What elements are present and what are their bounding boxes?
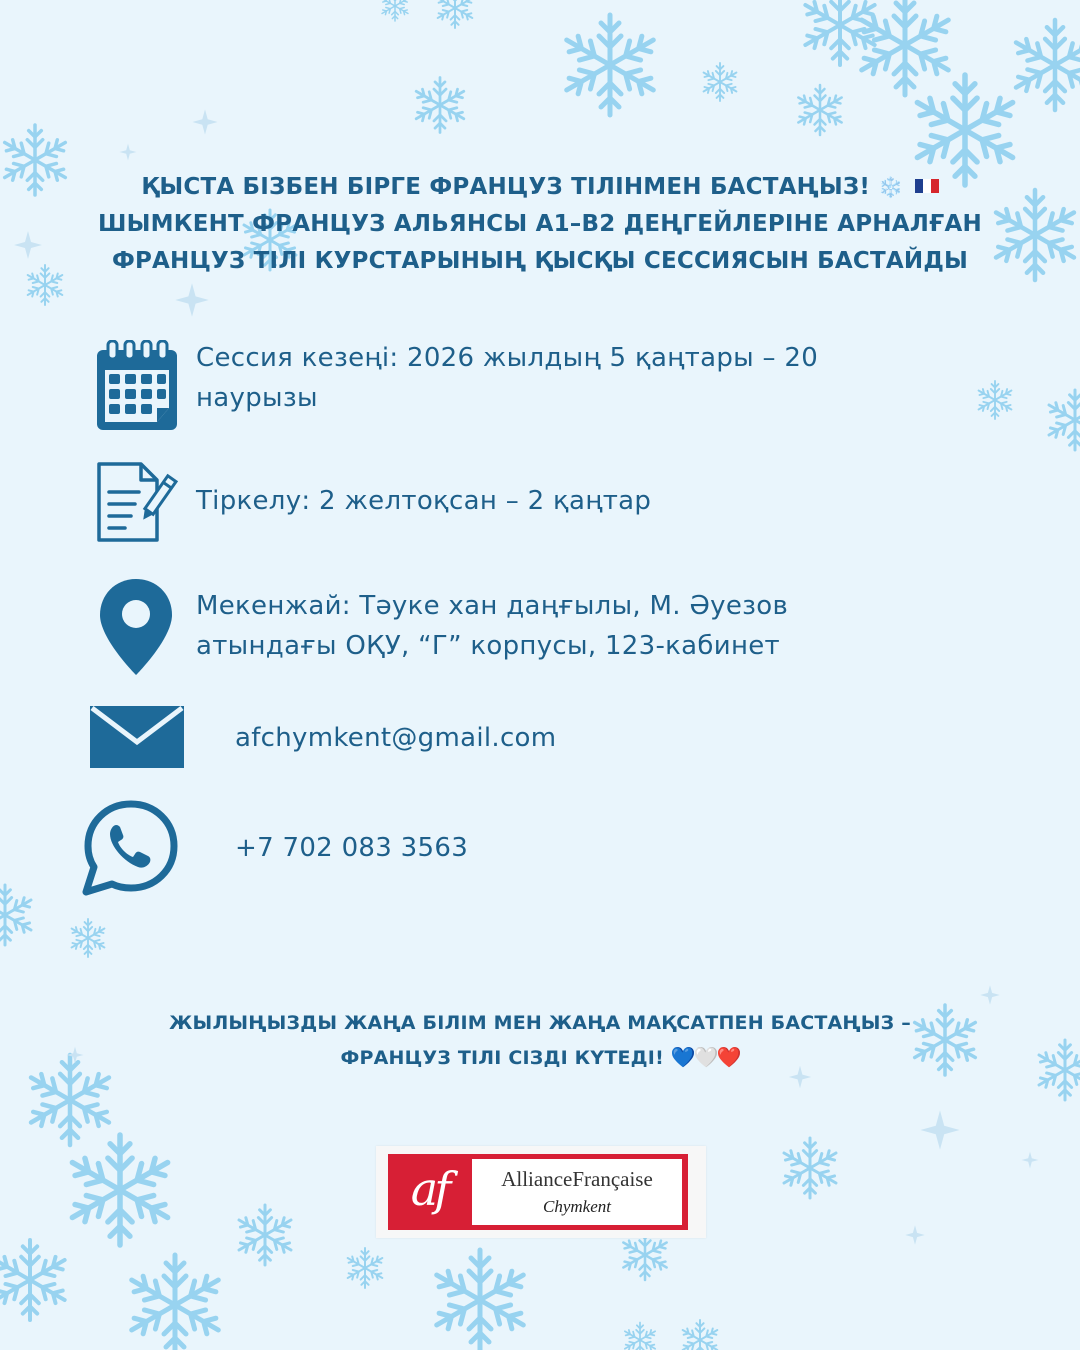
phone-number[interactable]: +7 702 083 3563 [235,833,469,863]
snowflake-icon [561,15,659,115]
snowflake-icon [126,1255,224,1350]
heading-line-2: ШЫМКЕНТ ФРАНЦУЗ АЛЬЯНСЫ А1–В2 ДЕҢГЕЙЛЕРІНЕ АРНАЛҒАН [97,211,983,237]
registration-period: Тіркелу: 2 желтоқсан – 2 қаңтар [196,486,652,516]
snowflake-icon [796,85,845,135]
heading [40,168,1040,280]
snowflake-icon [435,0,474,28]
snowflake-icon [623,1323,657,1350]
address: Мекенжай: Тәуке хан даңғылы, М. Әуезов атындағы ОҚУ, “Г” корпусы, 123-кабинет [196,591,789,661]
snowflake-icon [0,1240,69,1320]
session-period: Сессия кезеңі: 2026 жылдың 5 қаңтары – 20 наурызы [196,343,819,413]
snowflake-icon [431,1250,529,1350]
snowflake-icon [69,919,106,957]
document-pen-icon [95,460,179,544]
snowflake-icon [1036,1040,1080,1100]
closing-line-2: ФРАНЦУЗ ТІЛІ СІЗДІ КҮТЕДІ! [340,1047,664,1069]
snowflake-icon [0,885,34,945]
snowflake-icon [380,0,409,21]
snowflake-icon [976,381,1013,419]
snowflake-emoji-icon: ❄️ [878,175,904,199]
logo-city: Chymkent [543,1197,611,1216]
alliance-francaise-logo [376,1146,706,1238]
snowflake-icon [701,63,738,101]
snowflake-icon [781,1138,840,1198]
heading-line-3: ФРАНЦУЗ ТІЛІ КУРСТАРЫНЫҢ ҚЫСҚЫ СЕССИЯСЫН БАСТАЙДЫ [111,248,969,274]
location-pin-icon [98,577,174,677]
snowflake-icon [236,1205,295,1265]
snowflake-icon [413,78,467,133]
logo-mark: af [410,1162,448,1216]
snowflake-icon [680,1320,719,1350]
logo-name: AllianceFrançaise [501,1167,653,1191]
snowflake-icon [66,1135,173,1245]
envelope-icon [90,706,184,768]
closing-message [40,1006,1040,1075]
calendar-icon [95,340,179,432]
closing-line-1: ЖЫЛЫҢЫЗДЫ ЖАҢА БІЛІМ МЕН ЖАҢА МАҚСАТПЕН БАСТАҢЫЗ – [169,1012,911,1034]
whatsapp-icon [82,800,180,896]
heading-line-1: ҚЫСТА БІЗБЕН БІРГЕ ФРАНЦУЗ ТІЛІНМЕН БАСТАҢЫЗ! [141,174,871,200]
email-link[interactable]: afchymkent@gmail.com [235,723,557,753]
snowflake-icon [1011,20,1080,110]
snowflake-icon [1046,390,1080,450]
french-flag-icon [915,168,939,182]
snowflake-icon [345,1248,384,1288]
hearts-icon: 💙🤍❤️ [670,1045,740,1069]
